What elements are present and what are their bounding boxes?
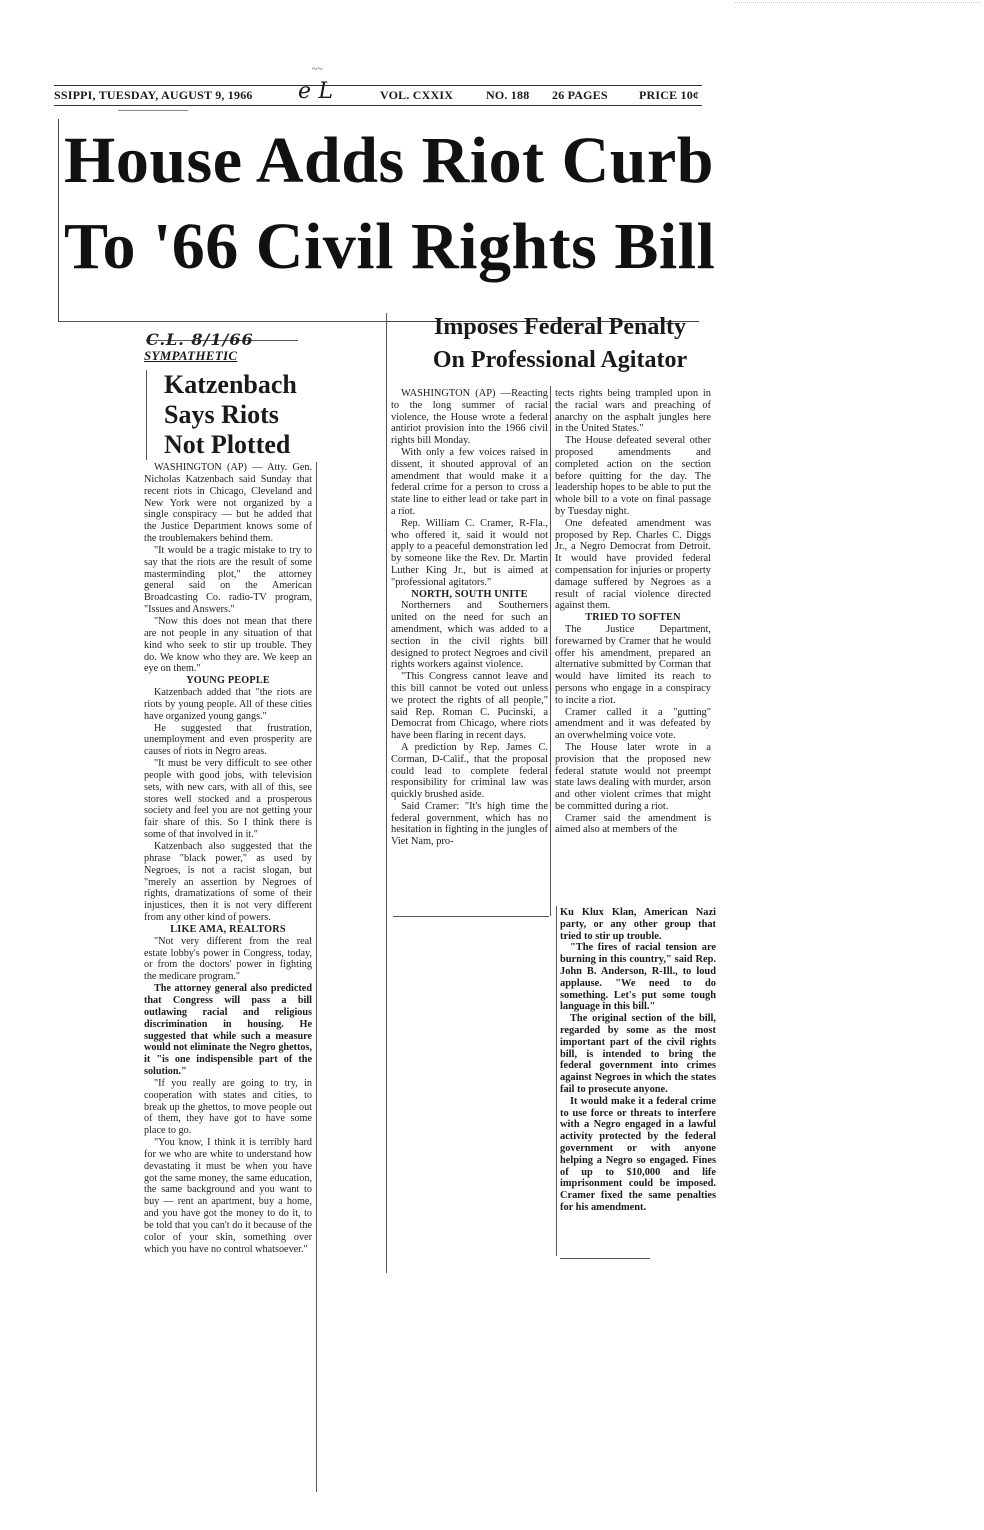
masthead-underline bbox=[118, 110, 188, 111]
side-story-kicker: SYMPATHETIC bbox=[144, 348, 238, 363]
side-subhead-like-ama-realtors: LIKE AMA, REALTORS bbox=[170, 923, 286, 935]
stray-pen-mark: ~~ bbox=[312, 64, 323, 75]
side-subhead-young-people: YOUNG PEOPLE bbox=[186, 675, 270, 687]
main-headline-line-2: To '66 Civil Rights Bill bbox=[64, 210, 716, 283]
side-paragraph: "If you really are going to try, in cooperation with states and cities, to break up the ghettos, to move people out of them, they have got to have some place to go. bbox=[144, 1077, 312, 1137]
handwritten-date-note: C.L. 8/1/66 bbox=[146, 330, 254, 349]
main-paragraph: "This Congress cannot leave and this bill cannot be voted out unless we protect the rights of all people," said Rep. Roman C. Pucinski, a Democrat from Chicago, where riots have been flaring in recent days. bbox=[391, 671, 548, 742]
main-column-divider-2 bbox=[556, 906, 557, 1256]
main-column-divider-1 bbox=[550, 386, 551, 916]
side-paragraph: He suggested that frustration, unemployment and even prosperity are causes of riots in Negro areas. bbox=[144, 722, 312, 758]
side-paragraph: Katzenbach also suggested that the phrase "black power," as used by Negroes, is not a racist slogan, but "merely an assertion by Negroes of rights, dramatizations of some of their injustices, then it is not very different from any other kind of powers. bbox=[144, 841, 312, 924]
main-paragraph: tects rights being trampled upon in the racial wars and preaching of anarchy on the asphalt jungles here in the United States." bbox=[555, 388, 711, 435]
side-head-left-rule bbox=[146, 370, 147, 460]
masthead-place-date: SSIPPI, TUESDAY, AUGUST 9, 1966 bbox=[54, 88, 253, 102]
main-paragraph: Cramer said the amendment is aimed also at members of the bbox=[555, 812, 711, 836]
main-story-column-3 bbox=[560, 907, 716, 1214]
side-headline-line-1: Katzenbach bbox=[164, 370, 297, 399]
masthead-price: PRICE 10¢ bbox=[639, 88, 700, 102]
masthead-number: NO. 188 bbox=[486, 88, 530, 102]
side-paragraph: "Not very different from the real estate lobby's power in Congress, today, or from the doctors' power in fighting the medicare program." bbox=[144, 935, 312, 983]
side-paragraph: WASHINGTON (AP) — Atty. Gen. Nicholas Katzenbach said Sunday that recent riots in Chicago, Cleveland and New York were not organized by a single conspiracy — but he added that the Justice Department knows some of the troublemakers behind them. bbox=[144, 462, 312, 545]
handwritten-initials: e L bbox=[298, 79, 334, 104]
main-subhead-line-1: Imposes Federal Penalty bbox=[434, 314, 686, 340]
main-col1-end-rule bbox=[393, 916, 549, 917]
main-paragraph: Ku Klux Klan, American Nazi party, or any other group that tried to stir up trouble. bbox=[560, 907, 716, 942]
main-paragraph: Said Cramer: "It's high time the federal government, which has no hesitation in fighting in the jungles of Viet Nam, pro- bbox=[391, 800, 548, 848]
side-headline-line-3: Not Plotted bbox=[164, 430, 291, 459]
masthead-volume: VOL. CXXIX bbox=[380, 88, 454, 102]
main-paragraph: WASHINGTON (AP) —Reacting to the long summer of racial violence, the House wrote a federal antiriot provision into the 1966 civil rights bill Monday. bbox=[391, 388, 548, 447]
main-story-column-1 bbox=[391, 388, 548, 848]
main-subhead-tried-to-soften: TRIED TO SOFTEN bbox=[585, 612, 681, 624]
main-subhead-north-south-unite: NORTH, SOUTH UNITE bbox=[411, 588, 528, 600]
side-paragraph: "It must be very difficult to see other people with good jobs, with television sets, with new cars, with all of this, see stores well stocked and a prosperous society and feel you are not getting your fair share of this. So I think there is some of that involved in it." bbox=[144, 758, 312, 841]
main-paragraph: A prediction by Rep. James C. Corman, D-Calif., that the proposal could lead to complete federal responsibility for criminal law was quickly brushed aside. bbox=[391, 741, 548, 801]
main-paragraph: Northerners and Southerners united on the need for such an amendment, which was added to a section in the civil rights bill designed to protect Negroes and civil rights workers against violence. bbox=[391, 600, 548, 671]
main-paragraph: Cramer called it a "gutting" amendment and it was defeated by an overwhelming voice vote. bbox=[555, 706, 711, 742]
main-paragraph: It would make it a federal crime to use force or threats to interfere with a Negro engaged in a lawful activity protected by the federal government or with anyone helping a Negro so engaged. Fines of up to $10,000 and life imprisonment could be imposed. Cramer fixed the same penalties for his amendment. bbox=[560, 1095, 716, 1213]
side-paragraph: "It would be a tragic mistake to try to say that the riots are the result of some masterminding plot," the attorney general said on the American Broadcasting Co. radio-TV program, "Issues and Answers." bbox=[144, 544, 312, 616]
side-paragraph: Katzenbach added that "the riots are riots by young people. All of these cities have organized young gangs." bbox=[144, 687, 312, 722]
main-paragraph: With only a few voices raised in dissent, it shouted approval of an amendment that would make it a federal crime for a person to cross a state line to either lead or take part in a riot. bbox=[391, 446, 548, 517]
side-paragraph: "Now this does not mean that there are not people in any situation of that kind who seek to stir up trouble. They do. We know who they are. We keep an eye on them." bbox=[144, 615, 312, 675]
side-column-right-rule bbox=[316, 462, 317, 1492]
main-col3-end-rule bbox=[560, 1258, 650, 1259]
side-headline-line-2: Says Riots bbox=[164, 400, 279, 429]
side-paragraph: The attorney general also predicted that Congress will pass a bill outlawing racial and religious discrimination in housing. He suggested that while such a measure would not eliminate the Negro ghettos, it "is one indispensible part of the solution." bbox=[144, 983, 312, 1078]
main-paragraph: One defeated amendment was proposed by Rep. Charles C. Diggs Jr., a Negro Democrat from Detroit. It would have provided federal compensation for injuries or property damage suffered by Negroes as a result of racial violence directed against them. bbox=[555, 517, 711, 612]
main-paragraph: The House defeated several other proposed amendments and completed action on the section before quitting for the day. The leadership hopes to be able to put the whole bill to a vote on final passage by Tuesday night. bbox=[555, 435, 711, 517]
column-divider-left bbox=[386, 313, 387, 1273]
main-paragraph: Rep. William C. Cramer, R-Fla., who offered it, said it would not apply to a peaceful demonstration led by someone like the Rev. Dr. Martin Luther King Jr., but is aimed at "professional agitators." bbox=[391, 517, 548, 588]
main-headline-line-1: House Adds Riot Curb bbox=[64, 124, 714, 197]
main-paragraph: The House later wrote in a provision that the proposed new federal statute would not preempt state laws dealing with murder, arson and other violent crimes that might be committed during a riot. bbox=[555, 741, 711, 812]
side-story-headline bbox=[164, 370, 297, 460]
page-edge-dotted-line bbox=[735, 2, 980, 3]
side-story-body bbox=[144, 462, 312, 1256]
main-paragraph: The Justice Department, forewarned by Cramer that he would offer his amendment, prepared an alternative submitted by Corman that would have limited its reach to persons who engage in a conspiracy to incite a riot. bbox=[555, 623, 711, 706]
main-paragraph: "The fires of racial tension are burning in this country," said Rep. John B. Anderson, R-Ill., to loud applause. "We need to do something. Let's put some tough language in this bill." bbox=[560, 942, 716, 1013]
side-paragraph: "You know, I think it is terribly hard for we who are white to understand how devastating it must be when you have got the same money, the same education, the same background and you want to buy — rent an apartment, buy a home, and you have got the money to do it, to be told that you can't do it because of the color of your skin, something over which you have no control whatsoever." bbox=[144, 1137, 312, 1255]
main-subhead-line-2: On Professional Agitator bbox=[432, 347, 688, 373]
masthead-pages: 26 PAGES bbox=[552, 88, 608, 102]
masthead-bar bbox=[54, 79, 702, 106]
main-story-column-2 bbox=[555, 388, 711, 836]
main-paragraph: The original section of the bill, regarded by some as the most important part of the civil rights bill, is intended to bring the federal government into crimes against Negroes in which the states fail to prosecute anyone. bbox=[560, 1013, 716, 1095]
top-rule-left bbox=[58, 321, 386, 322]
